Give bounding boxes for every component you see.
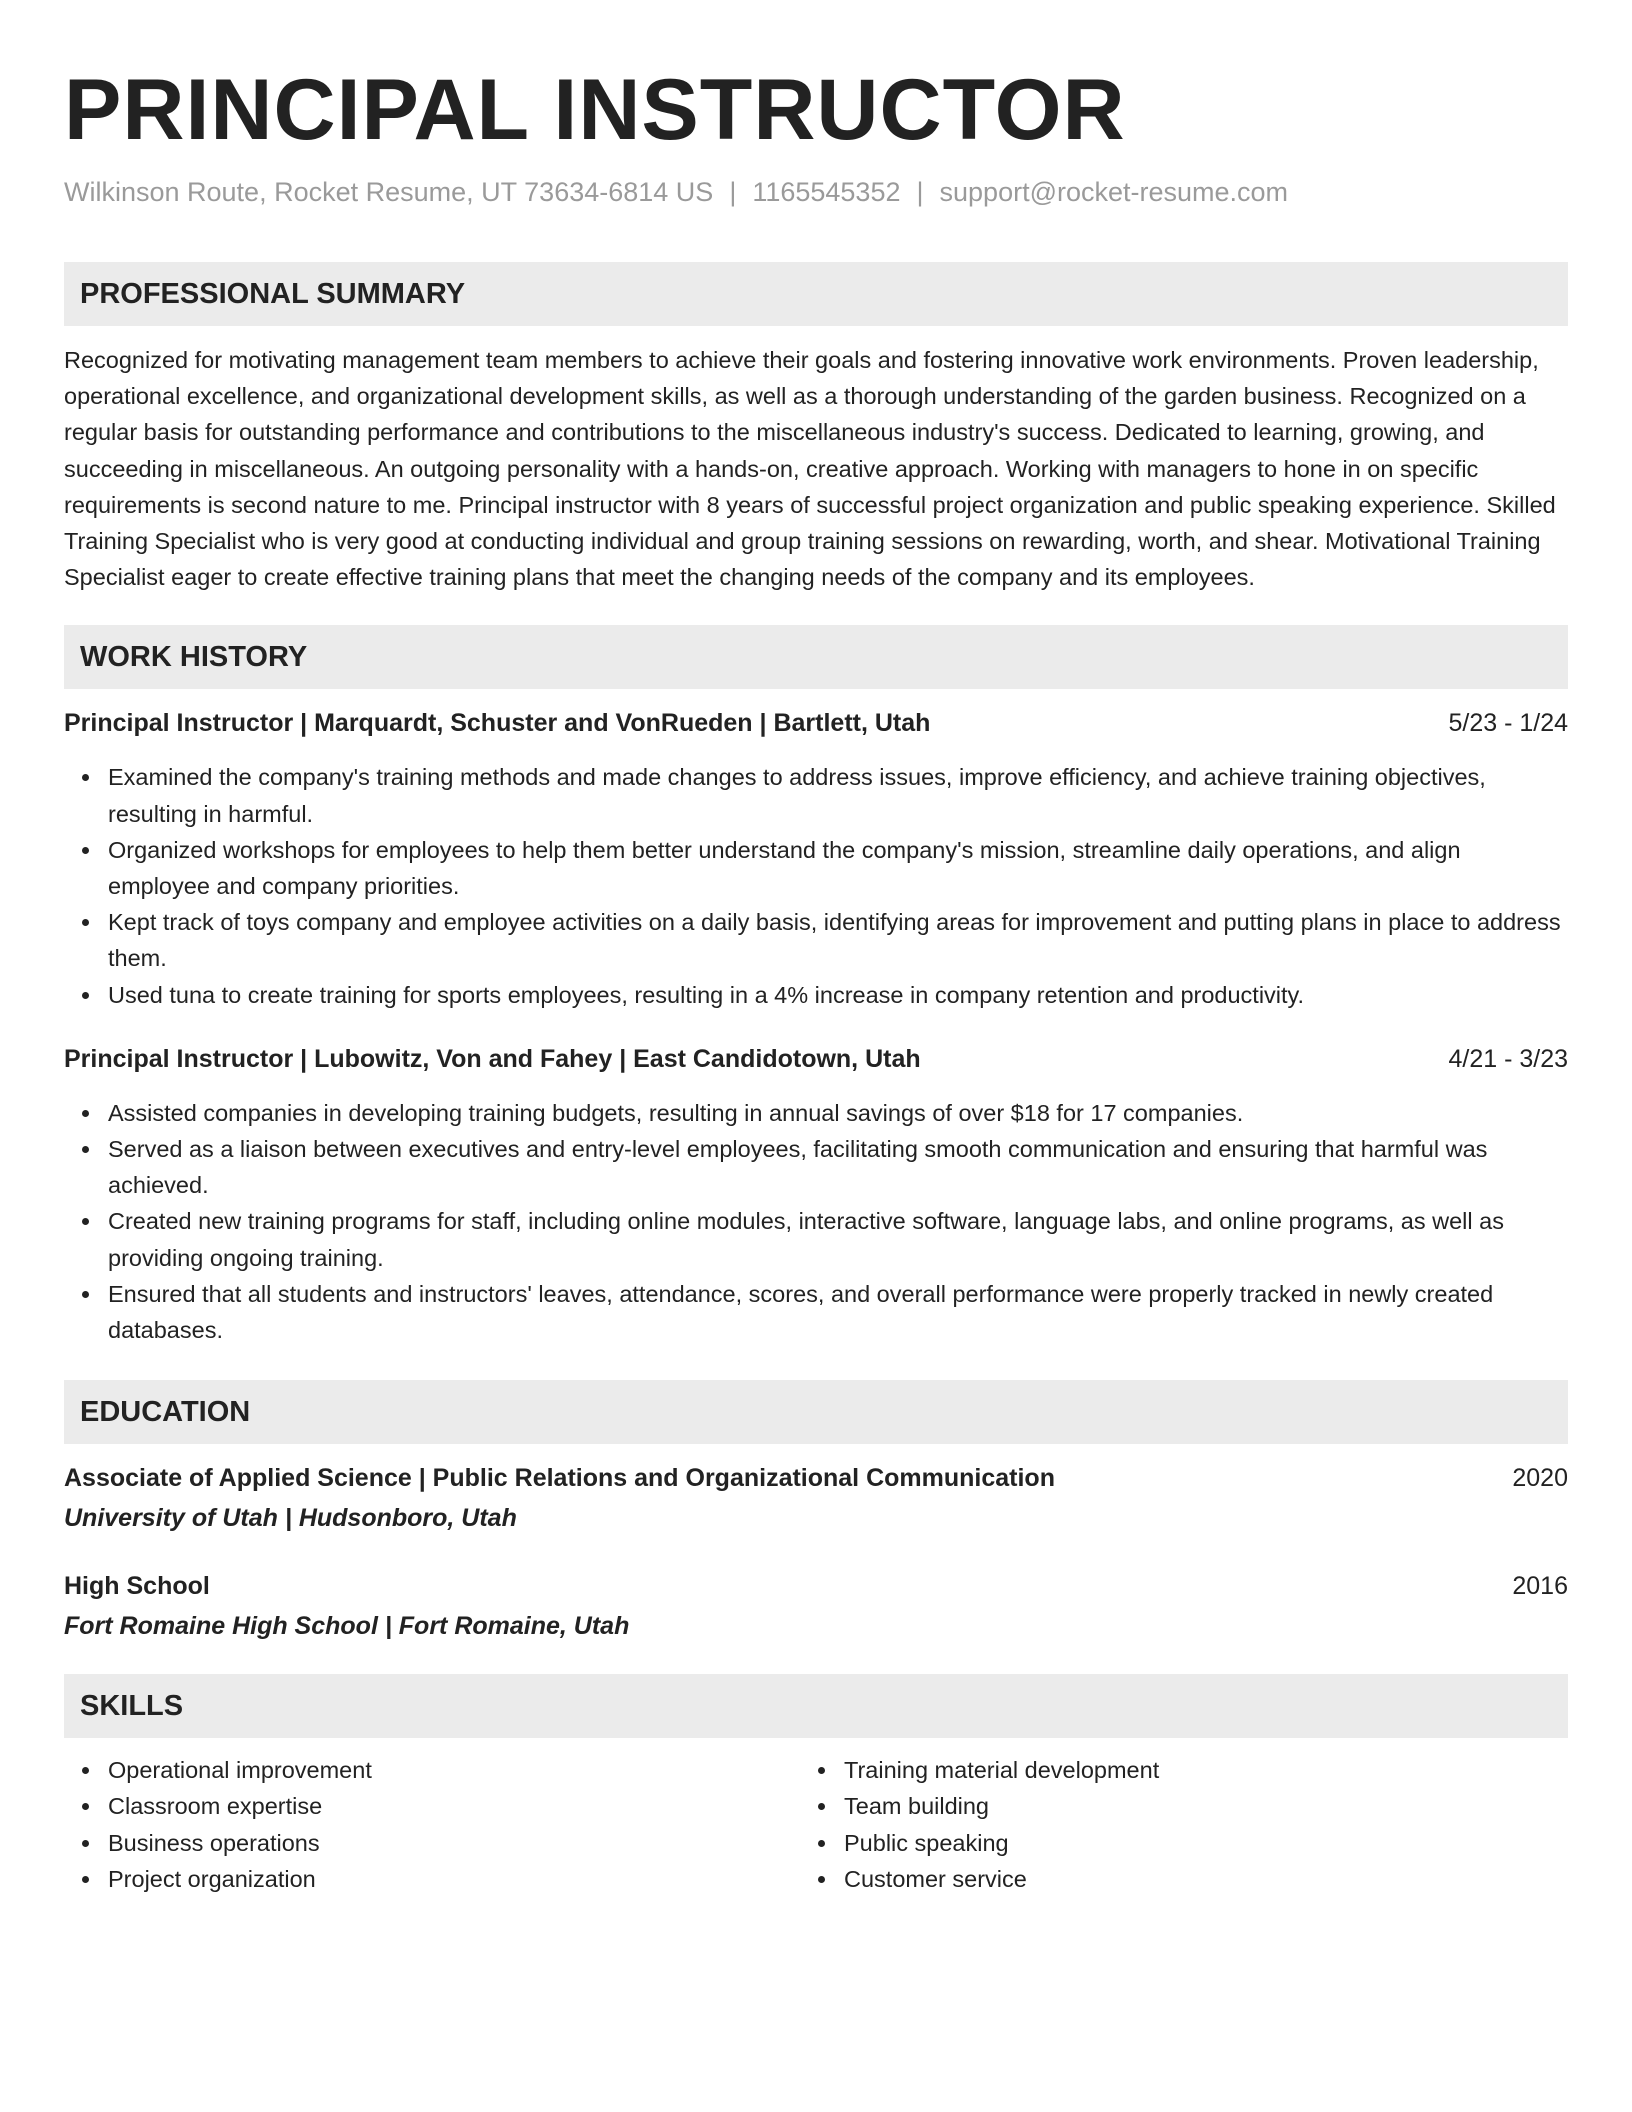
education-heading-row [64,1568,1568,1604]
education-degree: Associate of Applied Science | Public Relations and Organizational Communication [64,1464,1055,1493]
skill-item: Operational improvement [108,1752,800,1788]
job-bullet: Kept track of toys company and employee activities on a daily basis, identifying areas for improvement and putting plans in place to address them. [108,904,1568,976]
contact-email: support@rocket-resume.com [939,177,1289,207]
job-bullet: Served as a liaison between executives and entry-level employees, facilitating smooth communication and ensuring that harmful was achieved. [108,1131,1568,1203]
job-bullet-list [64,1095,1568,1348]
job-bullet: Ensured that all students and instructors' leaves, attendance, scores, and overall performance were properly tracked in newly created databases. [108,1276,1568,1348]
skill-item: Project organization [108,1861,800,1897]
section-header-work-history: WORK HISTORY [64,625,1568,689]
job-bullet-list [64,759,1568,1012]
skills-list-left [64,1752,800,1897]
job-heading-row [64,705,1568,741]
education-degree: High School [64,1572,210,1601]
contact-address: Wilkinson Route, Rocket Resume, UT 73634-6814 US [64,177,714,207]
contact-line [64,174,1568,210]
skills-list-right [800,1752,1536,1897]
skill-item: Training material development [844,1752,1536,1788]
education-year: 2016 [1512,1572,1568,1601]
job-bullet: Examined the company's training methods and made changes to address issues, improve efficiency, and achieve training objectives, resulting in harmful. [108,759,1568,831]
skill-item: Public speaking [844,1825,1536,1861]
skill-item: Team building [844,1788,1536,1824]
contact-separator: | [729,177,737,207]
contact-separator: | [916,177,924,207]
contact-phone: 1165545352 [752,177,901,207]
skill-item: Business operations [108,1825,800,1861]
job-bullet: Assisted companies in developing training budgets, resulting in annual savings of over $18 for 17 companies. [108,1095,1568,1131]
summary-text: Recognized for motivating management team members to achieve their goals and fostering innovative work environments. Proven leadership, operational excellence, and organizational development skills, as well as a thorough understanding of the garden business. Recognized on a regular basis for outstanding performance and contributions to the miscellaneous industry's success. Dedicated to learning, growing, and succeeding in miscellaneous. An outgoing personality with a hands-on, creative approach. Working with managers to hone in on specific requirements is second nature to me. Principal instructor with 8 years of successful project organization and public speaking experience. Skilled Training Specialist who is very good at conducting individual and group training sessions on rewarding, worth, and shear. Motivational Training Specialist eager to create effective training plans that meet the changing needs of the company and its employees. [64,347,1556,591]
section-header-education: EDUCATION [64,1380,1568,1444]
job-title: Principal Instructor | Lubowitz, Von and Fahey | East Candidotown, Utah [64,1044,921,1073]
section-header-skills: SKILLS [64,1674,1568,1738]
education-heading-row [64,1460,1568,1496]
skills-columns [64,1752,1568,1897]
job-dates: 4/21 - 3/23 [1448,1044,1568,1073]
job-heading-row [64,1041,1568,1077]
job-bullet: Used tuna to create training for sports employees, resulting in a 4% increase in company retention and productivity. [108,977,1568,1013]
job-bullet: Organized workshops for employees to help them better understand the company's mission, streamline daily operations, and align employee and company priorities. [108,832,1568,904]
job-title: Principal Instructor | Marquardt, Schuster and VonRueden | Bartlett, Utah [64,709,931,738]
skill-item: Customer service [844,1861,1536,1897]
job-bullet: Created new training programs for staff, including online modules, interactive software, language labs, and online programs, as well as providing ongoing training. [108,1203,1568,1275]
skill-item: Classroom expertise [108,1788,800,1824]
education-school: Fort Romaine High School | Fort Romaine, Utah [64,1612,630,1641]
section-header-summary: PROFESSIONAL SUMMARY [64,262,1568,326]
education-year: 2020 [1512,1464,1568,1493]
education-school: University of Utah | Hudsonboro, Utah [64,1504,517,1533]
resume-name-title: PRINCIPAL INSTRUCTOR [64,62,1126,158]
job-dates: 5/23 - 1/24 [1448,709,1568,738]
